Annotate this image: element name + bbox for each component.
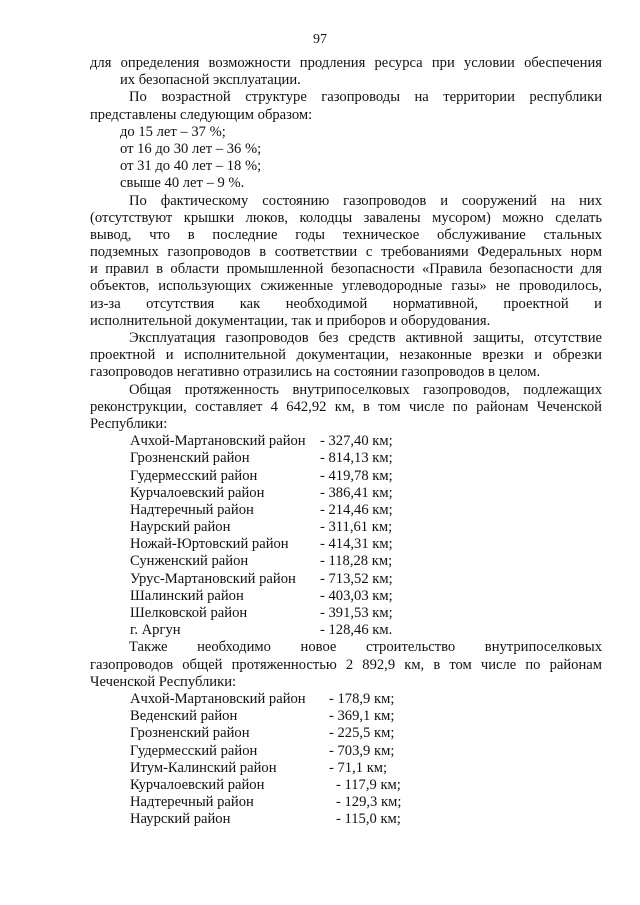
list-item [90, 794, 602, 811]
list-item [90, 588, 602, 605]
district-length: - 713,52 км; [320, 570, 393, 587]
text-line: их безопасной эксплуатации. [120, 72, 301, 89]
text-line: объектов, использующих сжиженные углеводородные газы» не проводилось, [90, 278, 602, 295]
text-line: По фактическому состоянию газопроводов и сооружений на них [129, 192, 602, 209]
list-item [90, 485, 602, 502]
reconstruction-district-list [90, 433, 602, 639]
district-length: - 311,61 км; [320, 519, 393, 536]
text-line: Республики: [90, 415, 168, 432]
district-length: - 386,41 км; [320, 484, 393, 501]
list-item [90, 777, 602, 794]
text-line: (отсутствуют крышки люков, колодцы завалены мусором) можно сделать [90, 209, 602, 226]
district-name: Урус-Мартановский район [130, 570, 296, 587]
text-line: исполнительной документации, так и приборов и оборудования. [90, 312, 491, 329]
page-number: 97 [313, 32, 327, 47]
district-length: - 178,9 км; [329, 690, 395, 707]
list-item [90, 708, 602, 725]
district-length: - 71,1 км; [329, 759, 388, 776]
district-name: Шелковской район [130, 605, 248, 621]
paragraph-reconstruction-total [90, 382, 602, 434]
district-name: Грозненский район [130, 450, 250, 467]
district-name: Курчалоевский район [130, 776, 265, 793]
district-length: - 214,46 км; [320, 501, 393, 518]
district-name: Итум-Калинский район [130, 759, 277, 776]
district-length: - 115,0 км; [336, 811, 401, 828]
district-name: Наурский район [130, 519, 231, 536]
text-line: Эксплуатация газопроводов без средств активной защиты, отсутствие [129, 330, 602, 346]
district-length: - 414,31 км; [320, 536, 393, 553]
district-name: Ачхой-Мартановский район [130, 690, 306, 707]
district-length: - 403,03 км; [320, 587, 393, 604]
text-line: газопроводов общей протяженностью 2 892,9 км, в том числе по районам [90, 656, 602, 673]
district-length: - 117,9 км; [336, 776, 401, 793]
list-item [90, 725, 602, 742]
list-item: от 16 до 30 лет – 36 %; [120, 140, 262, 157]
district-name: Веденский район [130, 708, 238, 725]
text-line: подземных газопроводов в соответствии с требованиями Федеральных норм [90, 244, 602, 261]
list-item [90, 622, 602, 639]
text-line: Также необходимо новое строительство внутрипоселковых [129, 639, 602, 656]
district-name: Гудермесский район [130, 467, 258, 484]
text-line: представлены следующим образом: [90, 106, 313, 123]
list-item [90, 450, 602, 467]
district-length: - 391,53 км; [320, 605, 393, 621]
text-line: вывод, что в последние годы техническое обслуживание стальных [90, 226, 602, 243]
district-length: - 225,5 км; [329, 725, 395, 742]
district-length: - 369,1 км; [329, 708, 395, 725]
district-name: Наурский район [130, 811, 231, 828]
text-line: реконструкции, составляет 4 642,92 км, в том числе по районам Чеченской [90, 398, 602, 415]
list-item: от 31 до 40 лет – 18 %; [120, 158, 262, 175]
new-construction-district-list [90, 691, 602, 829]
district-length: - 703,9 км; [329, 742, 395, 759]
list-item [90, 502, 602, 519]
district-length: - 128,46 км. [320, 622, 393, 639]
list-item [90, 553, 602, 570]
list-item [90, 571, 602, 588]
district-length: - 129,3 км; [336, 794, 402, 811]
text-line: и правил в области промышленной безопасности «Правила безопасности для [90, 261, 602, 278]
district-name: Ачхой-Мартановский район [130, 433, 306, 450]
paragraph-actual-condition [90, 193, 602, 331]
text-line: для определения возможности продления ресурса при условии обеспечения [90, 55, 602, 71]
list-item [90, 743, 602, 760]
district-name: Курчалоевский район [130, 484, 265, 501]
district-name: Надтеречный район [130, 501, 254, 518]
district-name: Гудермесский район [130, 742, 258, 759]
list-item [90, 468, 602, 485]
list-item: свыше 40 лет – 9 %. [120, 175, 245, 192]
text-line: проектной и исполнительной документации, незаконные врезки и обрезки [90, 347, 602, 364]
district-name: Ножай-Юртовский район [130, 536, 289, 553]
district-name: г. Аргун [130, 622, 181, 639]
document-body [90, 55, 602, 828]
text-line: газопроводов негативно отразились на состоянии газопроводов в целом. [90, 364, 541, 381]
list-item [90, 811, 602, 828]
paragraph-resource-extension [90, 55, 602, 89]
text-line: По возрастной структуре газопроводы на территории республики [129, 89, 602, 106]
list-item [90, 691, 602, 708]
district-name: Шалинский район [130, 587, 244, 604]
list-item: до 15 лет – 37 %; [120, 123, 226, 140]
list-item [90, 519, 602, 536]
paragraph-new-construction [90, 639, 602, 691]
district-length: - 814,13 км; [320, 450, 393, 467]
district-length: - 419,78 км; [320, 467, 393, 484]
district-length: - 118,28 км; [320, 553, 393, 570]
district-name: Сунженский район [130, 553, 249, 570]
district-length: - 327,40 км; [320, 433, 393, 450]
age-structure-list [90, 124, 602, 193]
list-item [90, 760, 602, 777]
list-item [90, 605, 602, 622]
district-name: Грозненский район [130, 725, 250, 742]
list-item [90, 536, 602, 553]
text-line: из-за отсутствия как необходимой нормативной, проектной и [90, 295, 602, 312]
paragraph-age-structure [90, 89, 602, 123]
text-line: Чеченской Республики: [90, 673, 237, 690]
list-item [90, 433, 602, 450]
district-name: Надтеречный район [130, 794, 254, 811]
paragraph-operation [90, 330, 602, 382]
text-line: Общая протяженность внутрипоселковых газопроводов, подлежащих [129, 381, 602, 398]
